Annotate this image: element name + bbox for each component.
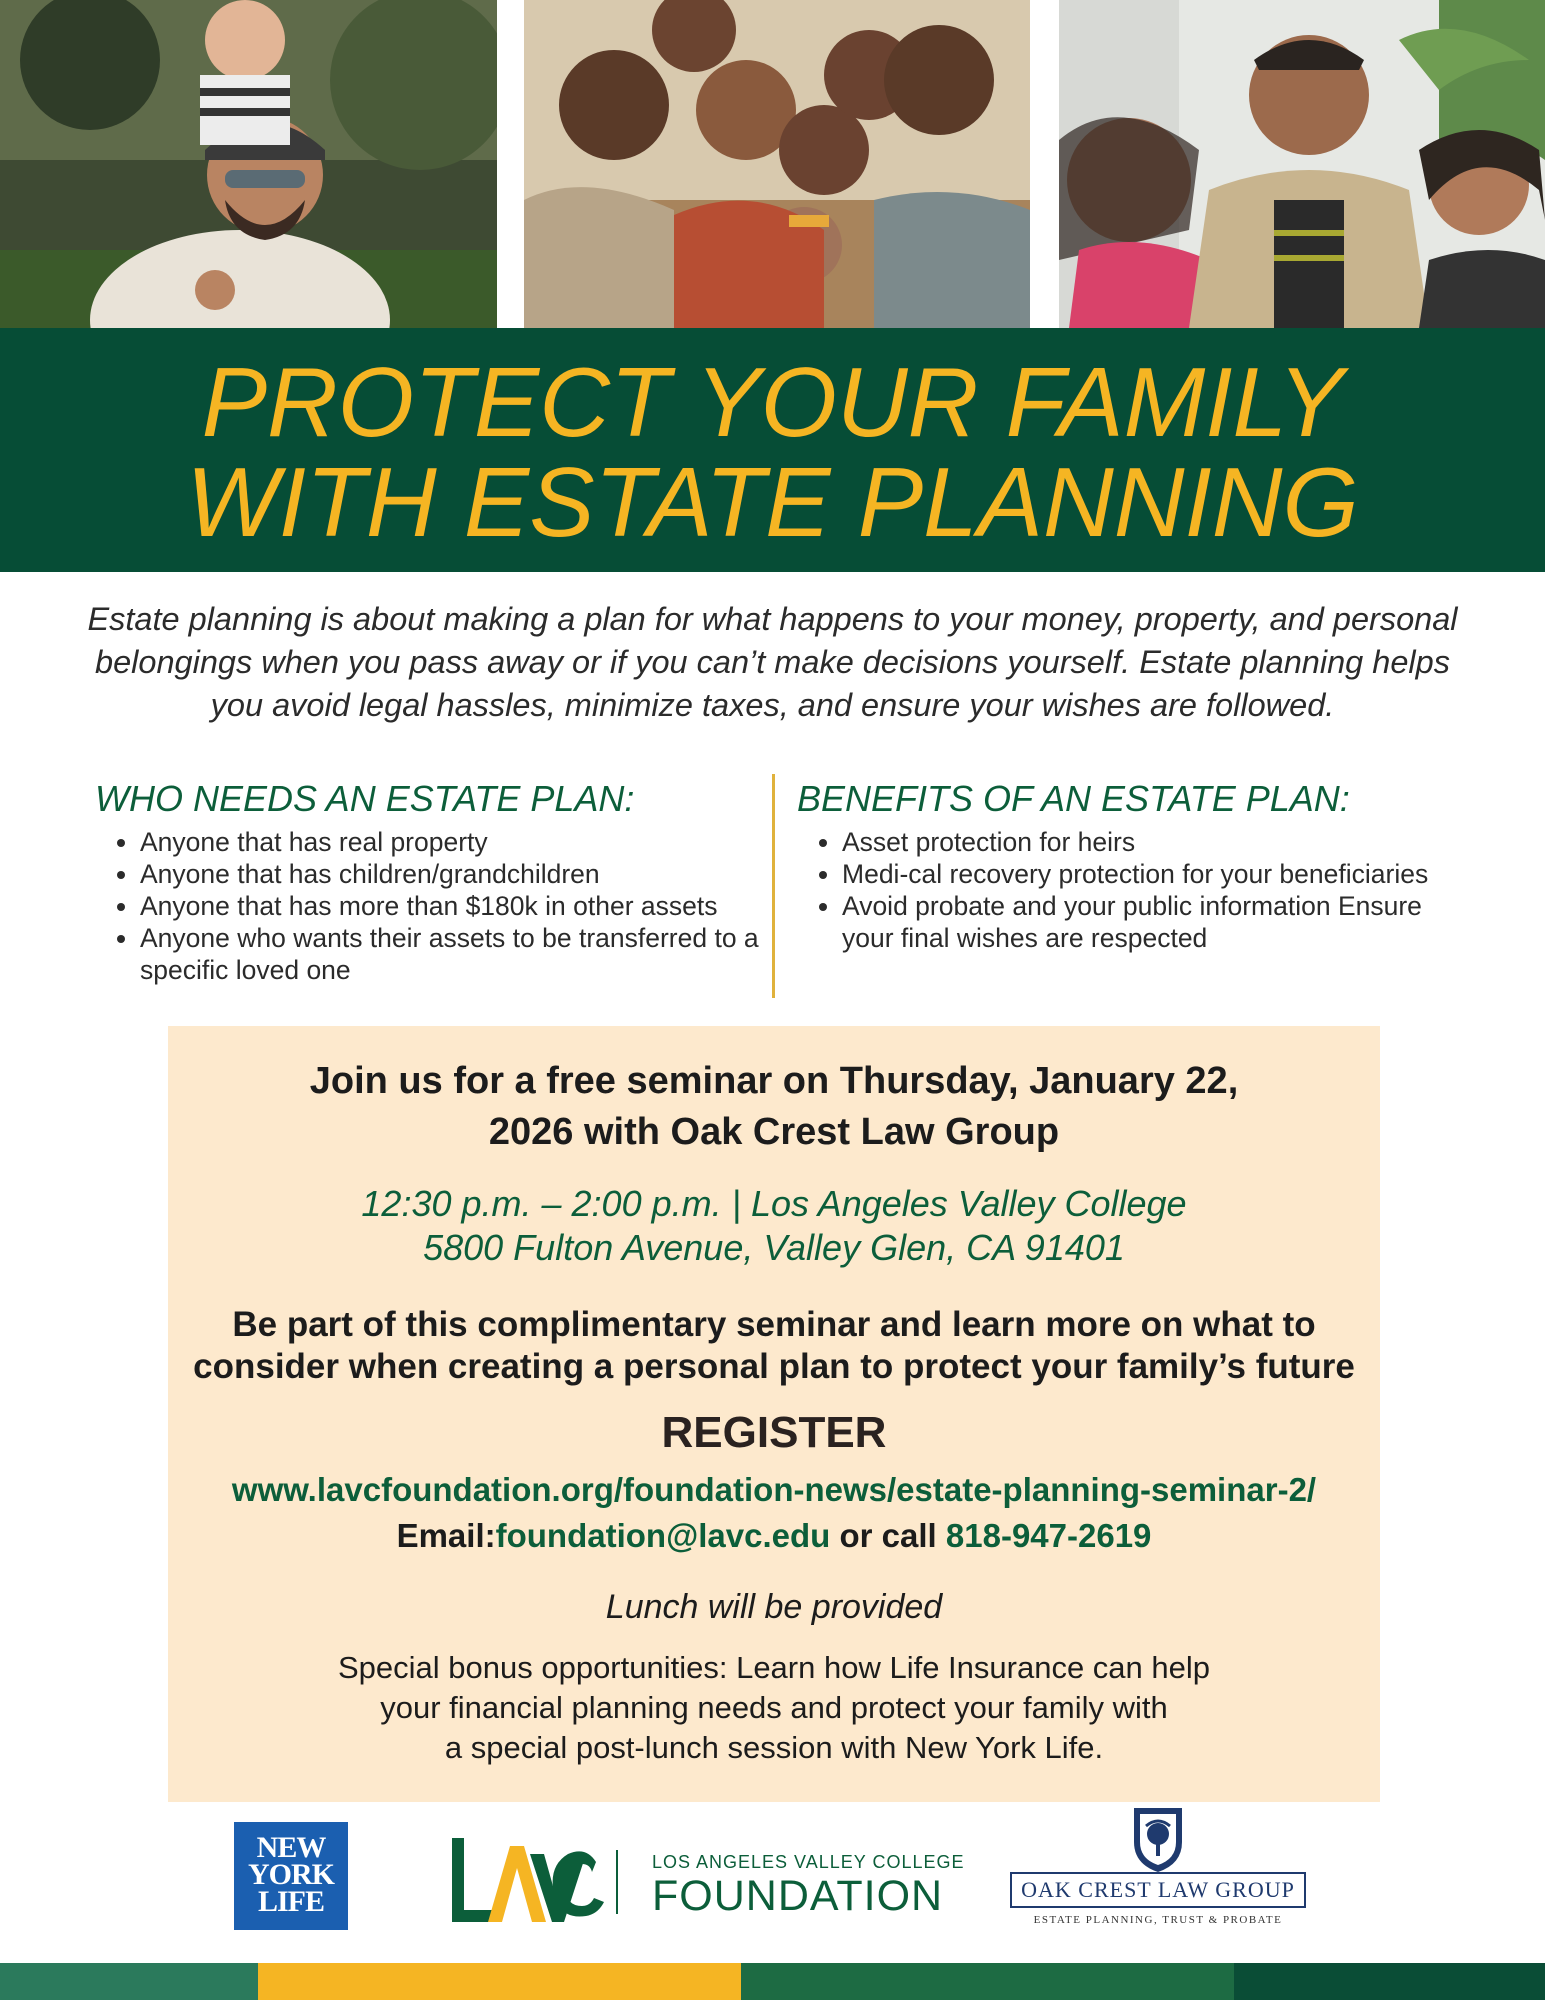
who-needs-list [95,826,765,986]
bonus-note-line: your financial planning needs and protect your family with [380,1690,1168,1725]
family-photo-father-son [0,0,497,328]
footer-color-bar [0,1963,258,2000]
email-label: Email: [396,1517,496,1554]
seminar-info-box [168,1026,1380,1802]
title-band [0,328,1545,572]
nyl-logo-text: YORK [248,1858,334,1891]
list-item: • Anyone that has children/grandchildren [140,858,765,890]
benefits-section [797,778,1477,954]
contact-line [168,1514,1380,1558]
list-item: • Anyone that has more than $180k in other assets [140,890,765,922]
footer-color-bar [1234,1963,1545,2000]
lunch-note: Lunch will be provided [605,1588,943,1626]
footer-color-bar [741,1963,1234,2000]
call-text: or call [830,1517,946,1554]
benefits-heading: BENEFITS OF AN ESTATE PLAN: [797,778,1350,819]
oak-crest-law-group-logo: OAK CREST LAW GROUP [1010,1872,1306,1908]
seminar-address: 5800 Fulton Avenue, Valley Glen, CA 91401 [423,1227,1125,1268]
benefits-list [797,826,1477,954]
email-link[interactable]: foundation@lavc.edu [495,1517,831,1554]
who-needs-section [95,778,765,986]
phone-link[interactable]: 818-947-2619 [945,1517,1152,1554]
lavc-foundation-name: FOUNDATION [652,1872,944,1920]
register-heading: REGISTER [661,1408,887,1457]
who-needs-heading: WHO NEEDS AN ESTATE PLAN: [95,778,635,819]
list-item: • Avoid probate and your public information Ensure your final wishes are respected [842,890,1477,954]
headline-line-2: WITH ESTATE PLANNING [186,447,1359,557]
lavc-college-name: LOS ANGELES VALLEY COLLEGE [652,1852,965,1872]
seminar-time-location [168,1182,1380,1270]
list-item: • Medi-cal recovery protection for your beneficiaries [842,858,1477,890]
list-item: • Anyone who wants their assets to be transferred to a specific loved one [140,922,765,986]
intro-paragraph: Estate planning is about making a plan for what happens to your money, property, and personal belongings when you pass away or if you can’t make decisions yourself. Estate planning helps you avoid legal hassles, minimize taxes, and ensure your wishes are followed. [87,601,1458,723]
list-item: • Anyone that has real property [140,826,765,858]
headline-line-1: PROTECT YOUR FAMILY [201,347,1344,457]
bonus-note-line: a special post-lunch session with New York Life. [444,1730,1104,1765]
footer-color-bar [258,1963,741,2000]
bonus-note-line: Special bonus opportunities: Learn how Life Insurance can help [337,1650,1211,1685]
bonus-note [168,1648,1380,1768]
lavc-logo-divider [616,1850,618,1914]
family-photo-trio [1059,0,1545,328]
family-photo-group [524,0,1030,328]
seminar-description-line: Be part of this complimentary seminar and learn more on what to [232,1305,1316,1344]
seminar-time: 12:30 p.m. – 2:00 p.m. | Los Angeles Valley College [361,1183,1187,1224]
register-link[interactable]: www.lavcfoundation.org/foundation-news/estate-planning-seminar-2/ [231,1471,1317,1508]
list-item: • Asset protection for heirs [842,826,1477,858]
column-divider [772,774,775,998]
seminar-description [168,1304,1380,1388]
seminar-announcement [168,1056,1380,1158]
seminar-announcement-line: 2026 with Oak Crest Law Group [488,1111,1060,1153]
seminar-announcement-line: Join us for a free seminar on Thursday, January 22, [309,1060,1239,1102]
oak-crest-tagline: ESTATE PLANNING, TRUST & PROBATE [1033,1914,1283,1926]
nyl-logo-text: NEW [256,1831,326,1864]
nyl-logo-text: LIFE [257,1885,325,1918]
seminar-description-line: consider when creating a personal plan to protect your family’s future [193,1347,1355,1386]
new-york-life-logo [234,1822,348,1930]
